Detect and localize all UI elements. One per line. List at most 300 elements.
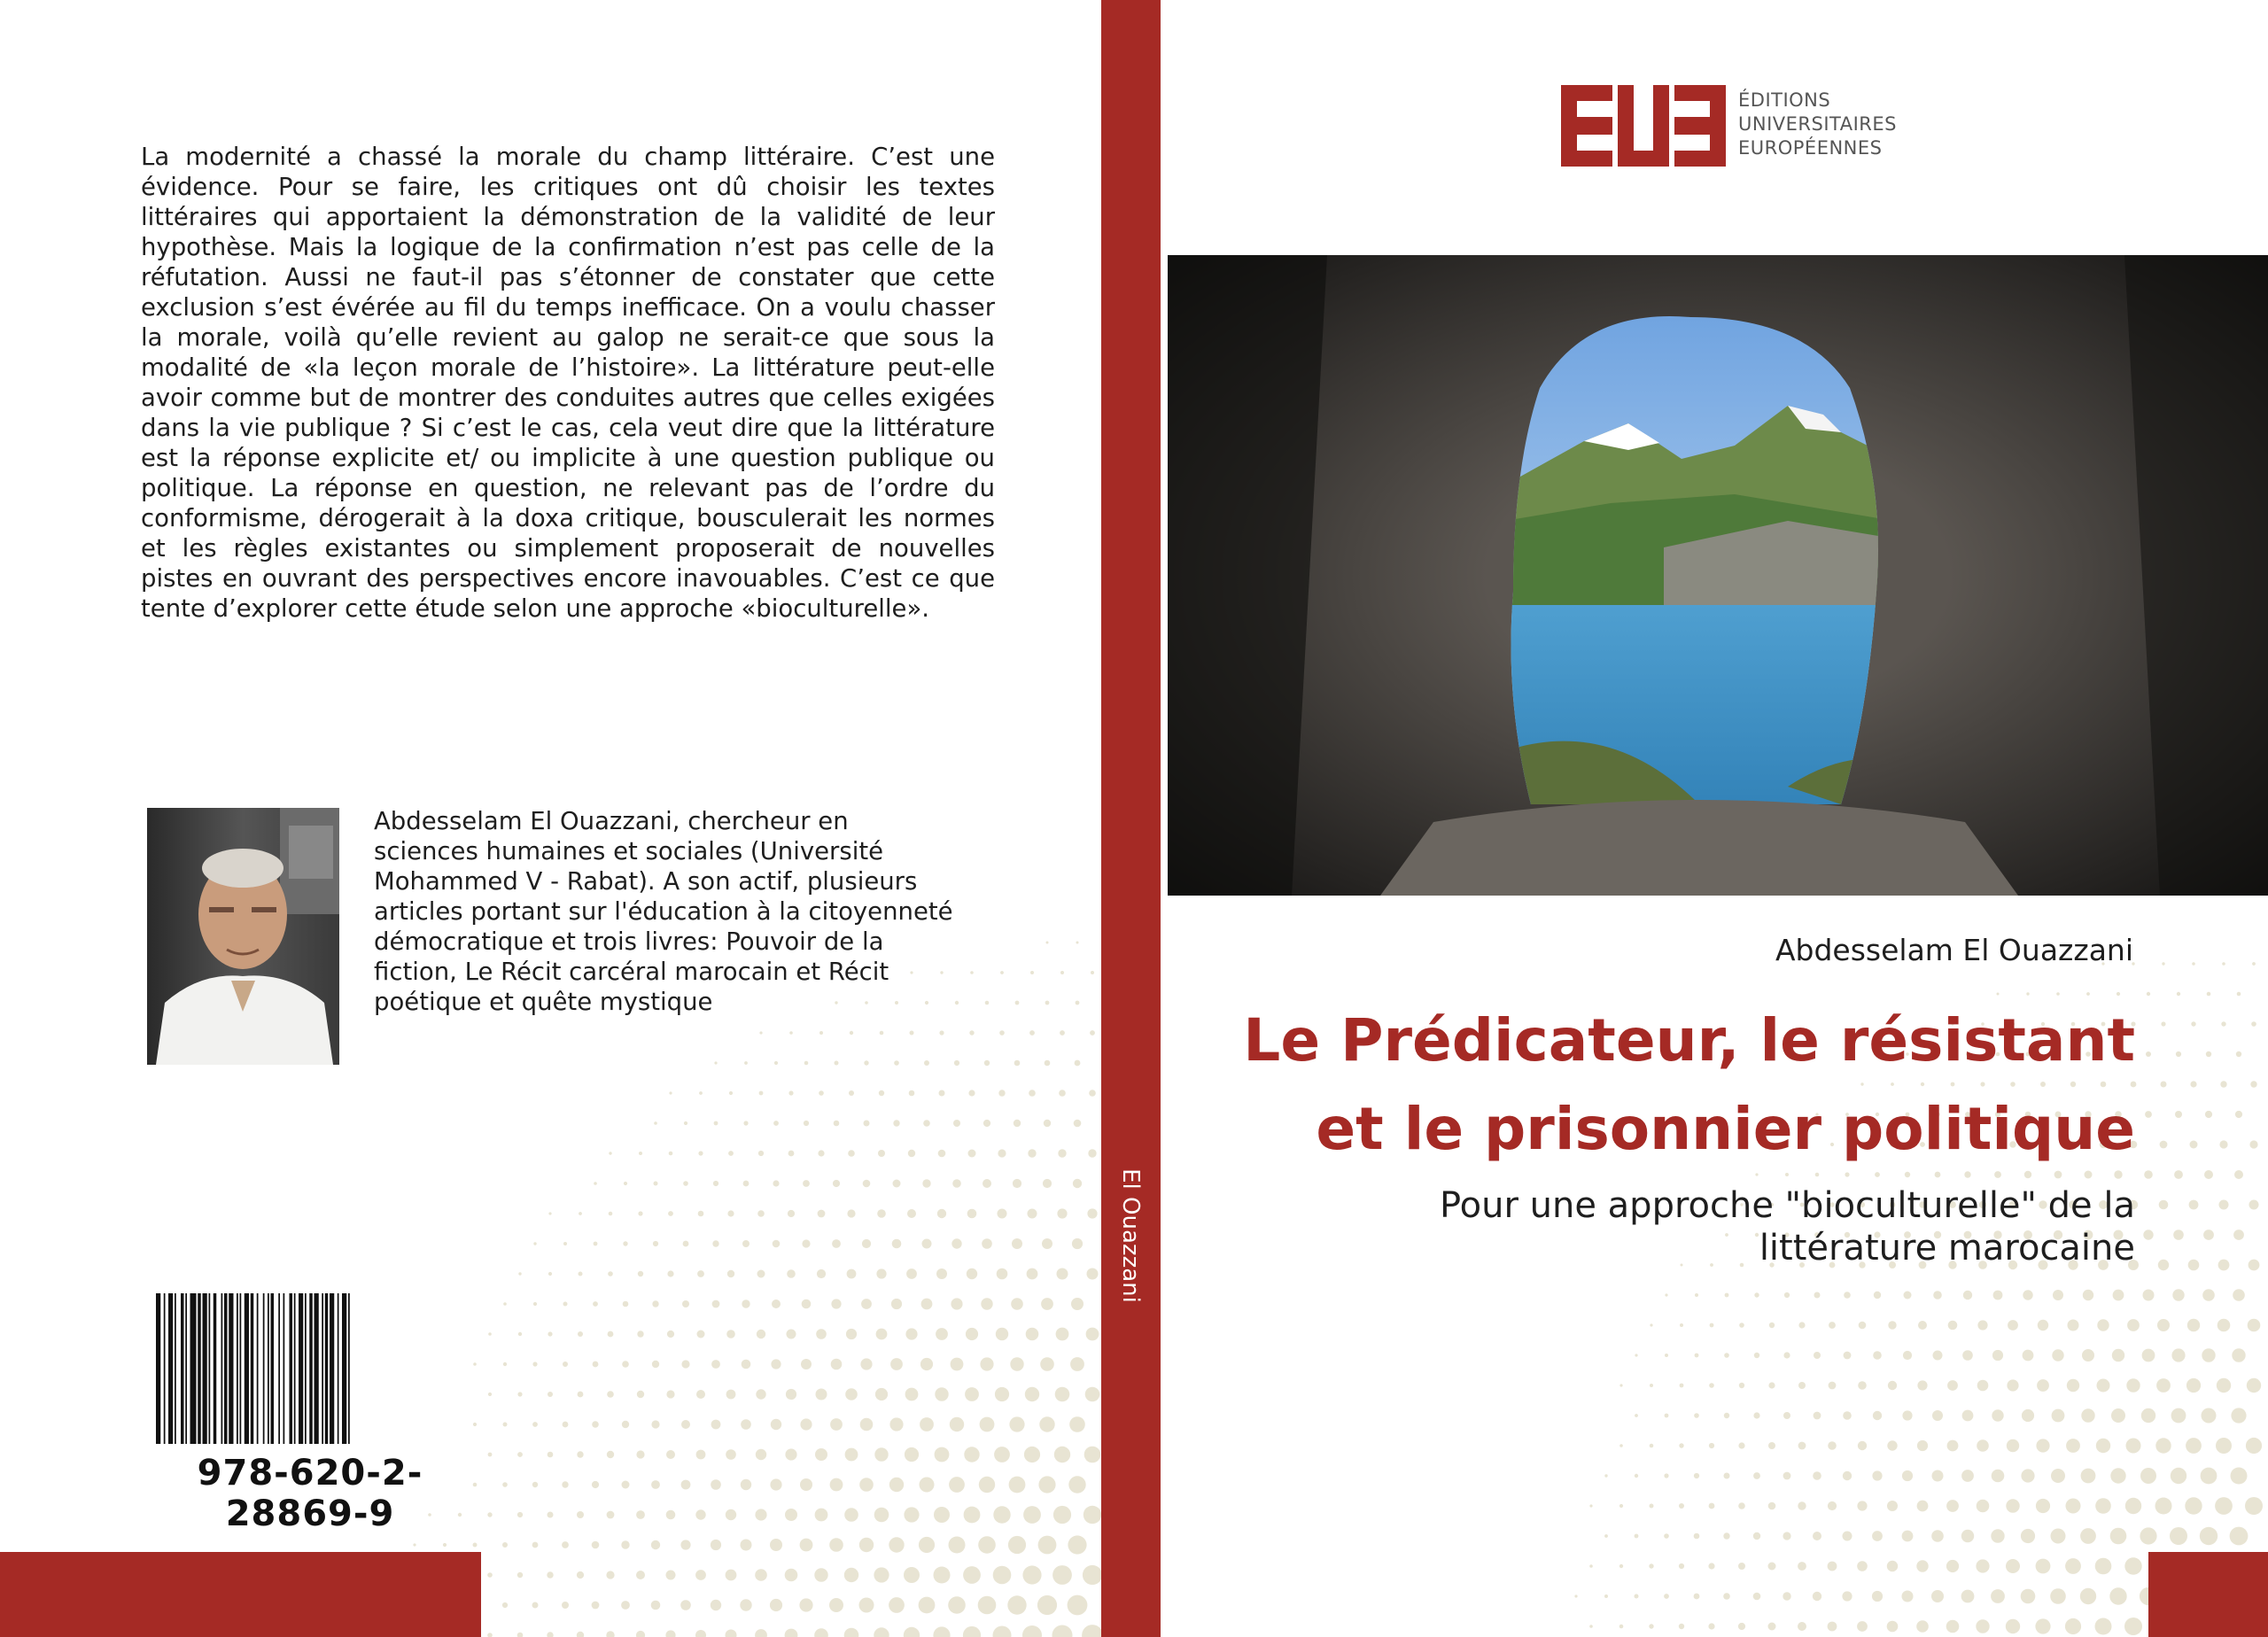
halftone-dot (2189, 1200, 2199, 1210)
halftone-dot (548, 1392, 553, 1397)
halftone-dot (2124, 1618, 2142, 1635)
book-title (1161, 997, 2135, 1174)
halftone-dot (2207, 992, 2211, 997)
halftone-dot (1946, 1560, 1959, 1572)
halftone-dot (1084, 1447, 1101, 1463)
halftone-dot (1084, 1506, 1101, 1524)
halftone-dot (1635, 1534, 1639, 1539)
halftone-dot (1085, 1387, 1100, 1402)
halftone-dot (814, 1628, 828, 1637)
halftone-dot (1038, 1476, 1055, 1493)
halftone-dot (2110, 1528, 2127, 1545)
halftone-dot (2250, 1081, 2256, 1087)
halftone-dot (2202, 1408, 2217, 1424)
halftone-dot (2185, 1497, 2202, 1514)
halftone-dot (1829, 1322, 1836, 1329)
halftone-dot (951, 1238, 961, 1248)
halftone-dot (893, 1120, 899, 1126)
halftone-dot (1783, 1472, 1791, 1480)
halftone-dot (1695, 1293, 1698, 1297)
isbn-number: 978-620-2-28869-9 (197, 1453, 423, 1534)
halftone-dot (2006, 1559, 2020, 1573)
halftone-dot (711, 1479, 721, 1490)
halftone-dot (727, 1210, 734, 1216)
halftone-dot (636, 1510, 645, 1519)
halftone-dot (1014, 1120, 1021, 1127)
halftone-dot (2219, 1200, 2229, 1210)
halftone-dot (774, 1061, 778, 1065)
halftone-dot (2096, 1439, 2110, 1453)
halftone-dot (1709, 1443, 1714, 1448)
halftone-dot (757, 1330, 765, 1338)
halftone-dot (2081, 1408, 2094, 1422)
halftone-dot (740, 1599, 751, 1610)
halftone-dot (2190, 1141, 2198, 1149)
halftone-dot (1753, 1412, 1759, 1418)
halftone-dot (594, 1182, 597, 1185)
barcode-bar (224, 1293, 228, 1444)
halftone-dot (1694, 1413, 1699, 1418)
halftone-dot (756, 1389, 765, 1399)
halftone-dot (2008, 1320, 2018, 1331)
halftone-dot (964, 1447, 979, 1462)
halftone-dot (623, 1241, 627, 1245)
halftone-dot (1738, 1442, 1744, 1448)
barcode-bar (175, 1293, 176, 1444)
halftone-dot (785, 1629, 798, 1637)
halftone-dot (606, 1631, 614, 1637)
halftone-dot (714, 1061, 717, 1064)
halftone-dot (2233, 1230, 2244, 1240)
barcode-bar (203, 1293, 207, 1444)
halftone-dot (1738, 1623, 1745, 1630)
halftone-dot (727, 1270, 734, 1277)
barcode-bar (214, 1293, 217, 1444)
halftone-dot (1635, 1354, 1637, 1356)
halftone-dot (563, 1362, 568, 1367)
halftone-dot (757, 1210, 765, 1217)
halftone-dot (952, 1179, 961, 1188)
halftone-dot (1635, 1594, 1639, 1599)
halftone-dot (1043, 1179, 1052, 1188)
halftone-dot (1635, 1474, 1638, 1478)
halftone-dot (593, 1301, 598, 1307)
halftone-dot (1828, 1441, 1837, 1450)
halftone-dot (2066, 1439, 2080, 1453)
barcode-bars (151, 1293, 470, 1448)
halftone-dot (1828, 1562, 1837, 1571)
halftone-dot (802, 1239, 810, 1247)
halftone-dot (2052, 1409, 2065, 1423)
halftone-dot (949, 1537, 966, 1554)
halftone-dot (1071, 1298, 1084, 1310)
halftone-dot (654, 1182, 658, 1186)
halftone-dot (830, 1418, 843, 1431)
halftone-dot (1694, 1533, 1700, 1540)
halftone-dot (2127, 1319, 2140, 1331)
halftone-dot (963, 1566, 981, 1584)
halftone-dot (2066, 1499, 2081, 1514)
halftone-dot (755, 1569, 767, 1581)
halftone-dot (1798, 1622, 1806, 1631)
barcode-bar (221, 1293, 223, 1444)
halftone-dot (2203, 1230, 2214, 1240)
halftone-dot (2109, 1587, 2126, 1604)
halftone-dot (683, 1181, 688, 1186)
barcode-bar (237, 1293, 238, 1444)
book-spine (1101, 0, 1161, 1637)
halftone-dot (1023, 1506, 1041, 1524)
halftone-dot (1783, 1352, 1790, 1358)
halftone-dot (1089, 1090, 1096, 1097)
front-cover-red-band (2148, 1552, 2268, 1637)
halftone-dot (2082, 1349, 2094, 1362)
halftone-dot (863, 1180, 871, 1188)
halftone-dot (995, 1387, 1009, 1401)
halftone-dot (904, 1567, 920, 1583)
halftone-dot (2112, 1349, 2124, 1362)
halftone-dot (607, 1391, 614, 1398)
halftone-dot (801, 1359, 812, 1369)
spine-author: El Ouazzani (1117, 1168, 1144, 1303)
halftone-dot (695, 1630, 706, 1637)
halftone-dot (2216, 1438, 2232, 1454)
halftone-dot (1992, 1409, 2003, 1421)
halftone-dot (904, 1627, 920, 1637)
halftone-dot (487, 1572, 493, 1578)
halftone-dot (2186, 1438, 2202, 1454)
halftone-dot (815, 1509, 828, 1522)
halftone-dot (1664, 1594, 1669, 1599)
halftone-dot (2117, 992, 2120, 996)
halftone-dot (785, 1509, 797, 1521)
halftone-dot (1739, 1383, 1744, 1388)
halftone-dot (1991, 1589, 2005, 1603)
halftone-dot (711, 1420, 721, 1430)
halftone-dot (579, 1212, 582, 1215)
halftone-dot (2252, 962, 2256, 966)
barcode-bar (209, 1293, 211, 1444)
halftone-dot (1947, 1440, 1959, 1452)
halftone-dot (2172, 1289, 2184, 1300)
halftone-dot (1859, 1322, 1867, 1330)
halftone-dot (1918, 1321, 1927, 1330)
halftone-dot (502, 1482, 508, 1487)
halftone-dot (1665, 1293, 1667, 1296)
halftone-dot (2097, 1379, 2110, 1393)
halftone-dot (2161, 1082, 2167, 1088)
halftone-dot (1887, 1501, 1898, 1511)
halftone-dot (699, 1091, 703, 1095)
halftone-dot (1057, 1208, 1067, 1218)
halftone-dot (2021, 1469, 2034, 1482)
halftone-dot (2218, 1260, 2230, 1271)
halftone-dot (578, 1392, 584, 1398)
halftone-dot (1026, 1328, 1039, 1341)
halftone-dot (894, 1060, 899, 1066)
halftone-dot (2246, 1438, 2262, 1454)
halftone-dot (919, 1537, 935, 1553)
halftone-dot (844, 1508, 858, 1522)
halftone-dot (1075, 1060, 1081, 1067)
halftone-dot (994, 1447, 1010, 1462)
halftone-dot (609, 1152, 611, 1154)
halftone-dot (1738, 1563, 1745, 1570)
halftone-dot (844, 1628, 859, 1637)
book-title-line-2: et le prisonnier politique (1316, 1095, 2135, 1163)
halftone-dot (1768, 1563, 1776, 1571)
halftone-dot (939, 1090, 945, 1097)
halftone-dot (667, 1331, 674, 1338)
halftone-dot (1076, 942, 1079, 944)
back-cover-summary: La modernité a chassé la morale du champ littéraire. C’est une évidence. Pour se faire, les critiques ont dû choisir les textes littéraires qui apportaient la démonstration de la validité de leur hypothèse. Mais la logique de la confirmation n’est pas celle de la réfutation. Aussi ne faut-il pas s’étonner de constater que cette exclusion s’est évérée au fil du temps inefficace. On a voulu chasser la morale, voilà qu’elle revient au galop ne serait-ce que sous la modalité de «la leçon morale de l’histoire». La littérature peut-elle avoir comme but de montrer des conduites autres que celles exigées dans la vie publique ? Si c’est le cas, cela veut dire que la littérature est la réponse explicite et/ ou implicite à une question publique ou politique. La réponse en question, ne relevant pas de l’ordre du conformisme, dérogerait à la doxa critique, bousculerait les normes et les règles existantes ou simplement proposerait de nouvelles pistes en ouvrant des perspectives encore inavouables. C’est ce que tente d’explorer cette étude selon une approche «bioculturelle». (141, 143, 995, 623)
halftone-dot (1873, 1351, 1882, 1360)
halftone-dot (698, 1151, 703, 1155)
halftone-dot (1083, 1565, 1102, 1585)
halftone-dot (922, 1239, 932, 1249)
halftone-dot (2110, 1468, 2125, 1483)
halftone-dot (773, 1240, 781, 1248)
halftone-dot (1874, 1292, 1881, 1299)
halftone-dot (1000, 971, 1004, 974)
halftone-dot (563, 1242, 567, 1245)
halftone-dot (920, 1417, 934, 1431)
book-subtitle-line-2: littérature marocaine (1759, 1228, 2135, 1268)
halftone-dot (711, 1540, 721, 1550)
halftone-dot (2140, 1468, 2156, 1484)
halftone-dot (788, 1090, 793, 1095)
halftone-dot (1931, 1530, 1944, 1542)
halftone-dot (939, 1030, 944, 1035)
halftone-dot (2111, 1408, 2125, 1423)
halftone-dot (982, 1238, 992, 1249)
halftone-dot (799, 1598, 812, 1611)
halftone-dot (1042, 1238, 1052, 1249)
halftone-dot (548, 1212, 551, 1214)
halftone-dot (1649, 1624, 1653, 1628)
halftone-dot (622, 1361, 629, 1368)
halftone-dot (2086, 992, 2090, 996)
halftone-dot (1991, 1529, 2004, 1542)
halftone-dot (860, 1358, 872, 1369)
halftone-dot (577, 1571, 584, 1579)
halftone-dot (473, 1362, 477, 1366)
halftone-dot (654, 1121, 657, 1125)
halftone-dot (666, 1571, 676, 1580)
halftone-dot (2036, 1439, 2049, 1452)
halftone-dot (1813, 1592, 1821, 1601)
halftone-dot (1961, 1470, 1974, 1482)
halftone-dot (2083, 1290, 2093, 1300)
halftone-dot (1091, 971, 1094, 974)
halftone-dot (741, 1419, 751, 1430)
halftone-dot (487, 1512, 492, 1517)
halftone-dot (1963, 1291, 1972, 1300)
halftone-dot (2230, 1527, 2249, 1546)
halftone-dot (2237, 992, 2241, 997)
halftone-dot (1052, 1625, 1073, 1637)
halftone-dot (787, 1330, 796, 1339)
halftone-dot (1665, 1414, 1669, 1418)
halftone-dot (636, 1450, 644, 1458)
halftone-dot (1025, 1387, 1039, 1401)
halftone-dot (2065, 1618, 2081, 1634)
halftone-dot (2156, 1378, 2171, 1393)
halftone-dot (1931, 1590, 1944, 1602)
halftone-dot (743, 1121, 748, 1125)
halftone-dot (1708, 1563, 1714, 1569)
halftone-dot (1619, 1625, 1624, 1629)
halftone-dot (487, 1633, 493, 1637)
halftone-dot (1679, 1443, 1683, 1447)
halftone-dot (889, 1478, 904, 1492)
halftone-dot (1753, 1472, 1760, 1479)
halftone-dot (697, 1270, 704, 1277)
halftone-dot (949, 1477, 965, 1493)
halftone-dot (413, 1543, 416, 1546)
halftone-dot (532, 1422, 538, 1427)
halftone-dot (2217, 1378, 2231, 1393)
halftone-dot (1619, 1504, 1623, 1508)
halftone-dot (1904, 1292, 1912, 1300)
halftone-dot (1068, 1476, 1085, 1493)
halftone-dot (771, 1359, 781, 1369)
halftone-dot (742, 1300, 750, 1307)
halftone-dot (1933, 1351, 1943, 1361)
halftone-dot (443, 1543, 447, 1547)
halftone-dot (834, 1121, 840, 1127)
halftone-dot (1076, 1001, 1080, 1005)
halftone-dot (983, 1120, 990, 1127)
halftone-dot (1814, 1412, 1821, 1420)
halftone-dot (2234, 1170, 2243, 1179)
halftone-dot (755, 1509, 766, 1520)
halftone-dot (1694, 1594, 1700, 1600)
halftone-dot (920, 1478, 935, 1493)
halftone-dot (936, 1268, 947, 1279)
halftone-dot (860, 1418, 874, 1431)
barcode-bar (271, 1293, 275, 1444)
halftone-dot (1946, 1500, 1959, 1512)
halftone-dot (1022, 1565, 1041, 1584)
halftone-dot (963, 1626, 981, 1637)
halftone-dot (875, 1388, 888, 1400)
halftone-dot (1604, 1474, 1607, 1477)
halftone-dot (1589, 1625, 1593, 1628)
halftone-dot (2171, 1408, 2186, 1424)
halftone-dot (2056, 992, 2060, 996)
halftone-dot (920, 1358, 933, 1370)
halftone-dot (981, 1298, 992, 1309)
halftone-dot (666, 1450, 675, 1459)
halftone-dot (993, 1626, 1012, 1637)
halftone-dot (859, 1598, 874, 1613)
halftone-dot (1813, 1471, 1821, 1480)
halftone-dot (1783, 1412, 1790, 1419)
halftone-dot (1011, 1298, 1023, 1310)
halftone-dot (712, 1300, 720, 1308)
halftone-dot (1888, 1381, 1897, 1390)
halftone-dot (2021, 1589, 2036, 1604)
halftone-dot (502, 1542, 508, 1548)
halftone-dot (711, 1360, 720, 1369)
halftone-dot (608, 1331, 614, 1338)
halftone-dot (979, 1477, 995, 1493)
halftone-dot (488, 1453, 493, 1457)
halftone-dot (1708, 1623, 1714, 1629)
halftone-dot (830, 1478, 843, 1492)
barcode-bar (257, 1293, 259, 1444)
halftone-dot (2170, 1527, 2187, 1545)
halftone-dot (1709, 1383, 1714, 1388)
halftone-dot (1022, 1625, 1042, 1637)
halftone-dot (818, 1210, 826, 1218)
halftone-dot (1887, 1621, 1899, 1633)
halftone-dot (1604, 1534, 1608, 1538)
halftone-dot (2125, 1498, 2141, 1514)
barcode-bar (156, 1293, 160, 1444)
halftone-dot (1947, 1380, 1958, 1391)
halftone-dot (503, 1302, 507, 1306)
halftone-dot (2155, 1438, 2171, 1453)
halftone-dot (1739, 1323, 1744, 1328)
halftone-dot (1932, 1410, 1943, 1421)
halftone-dot (666, 1510, 676, 1520)
halftone-dot (517, 1633, 524, 1637)
halftone-dot (680, 1540, 690, 1549)
halftone-dot (518, 1332, 522, 1336)
halftone-dot (621, 1540, 629, 1548)
halftone-dot (1650, 1444, 1654, 1448)
halftone-dot (773, 1121, 779, 1126)
halftone-dot (1028, 1149, 1036, 1157)
halftone-dot (1844, 1292, 1851, 1299)
barcode-bar (164, 1293, 166, 1444)
halftone-dot (1828, 1622, 1837, 1632)
halftone-dot (1650, 1504, 1654, 1509)
halftone-dot (964, 1507, 981, 1524)
halftone-dot (1769, 1323, 1775, 1328)
halftone-dot (1798, 1501, 1806, 1509)
halftone-dot (984, 1060, 990, 1066)
halftone-dot (639, 1152, 642, 1155)
halftone-dot (2249, 1260, 2260, 1271)
halftone-dot (1917, 1440, 1928, 1451)
halftone-dot (770, 1478, 781, 1490)
halftone-dot (488, 1332, 492, 1336)
halftone-dot (1053, 1506, 1071, 1524)
halftone-dot (907, 1209, 916, 1218)
halftone-dot (1008, 1536, 1026, 1554)
halftone-dot (1069, 1416, 1085, 1432)
barcode-bar (330, 1293, 334, 1444)
halftone-dot (2247, 1378, 2261, 1393)
halftone-dot (771, 1419, 781, 1430)
halftone-dot (2161, 1021, 2165, 1026)
halftone-dot (1029, 1030, 1035, 1036)
halftone-dot (803, 1180, 810, 1187)
halftone-dot (742, 1240, 750, 1247)
barcode-bar (251, 1293, 254, 1444)
halftone-dot (609, 1212, 613, 1216)
halftone-dot (933, 1626, 950, 1637)
halftone-dot (905, 1388, 919, 1401)
halftone-dot (859, 1478, 874, 1492)
halftone-dot (759, 1091, 764, 1096)
halftone-dot (846, 1329, 857, 1339)
halftone-dot (517, 1572, 523, 1578)
halftone-dot (1814, 1352, 1821, 1359)
